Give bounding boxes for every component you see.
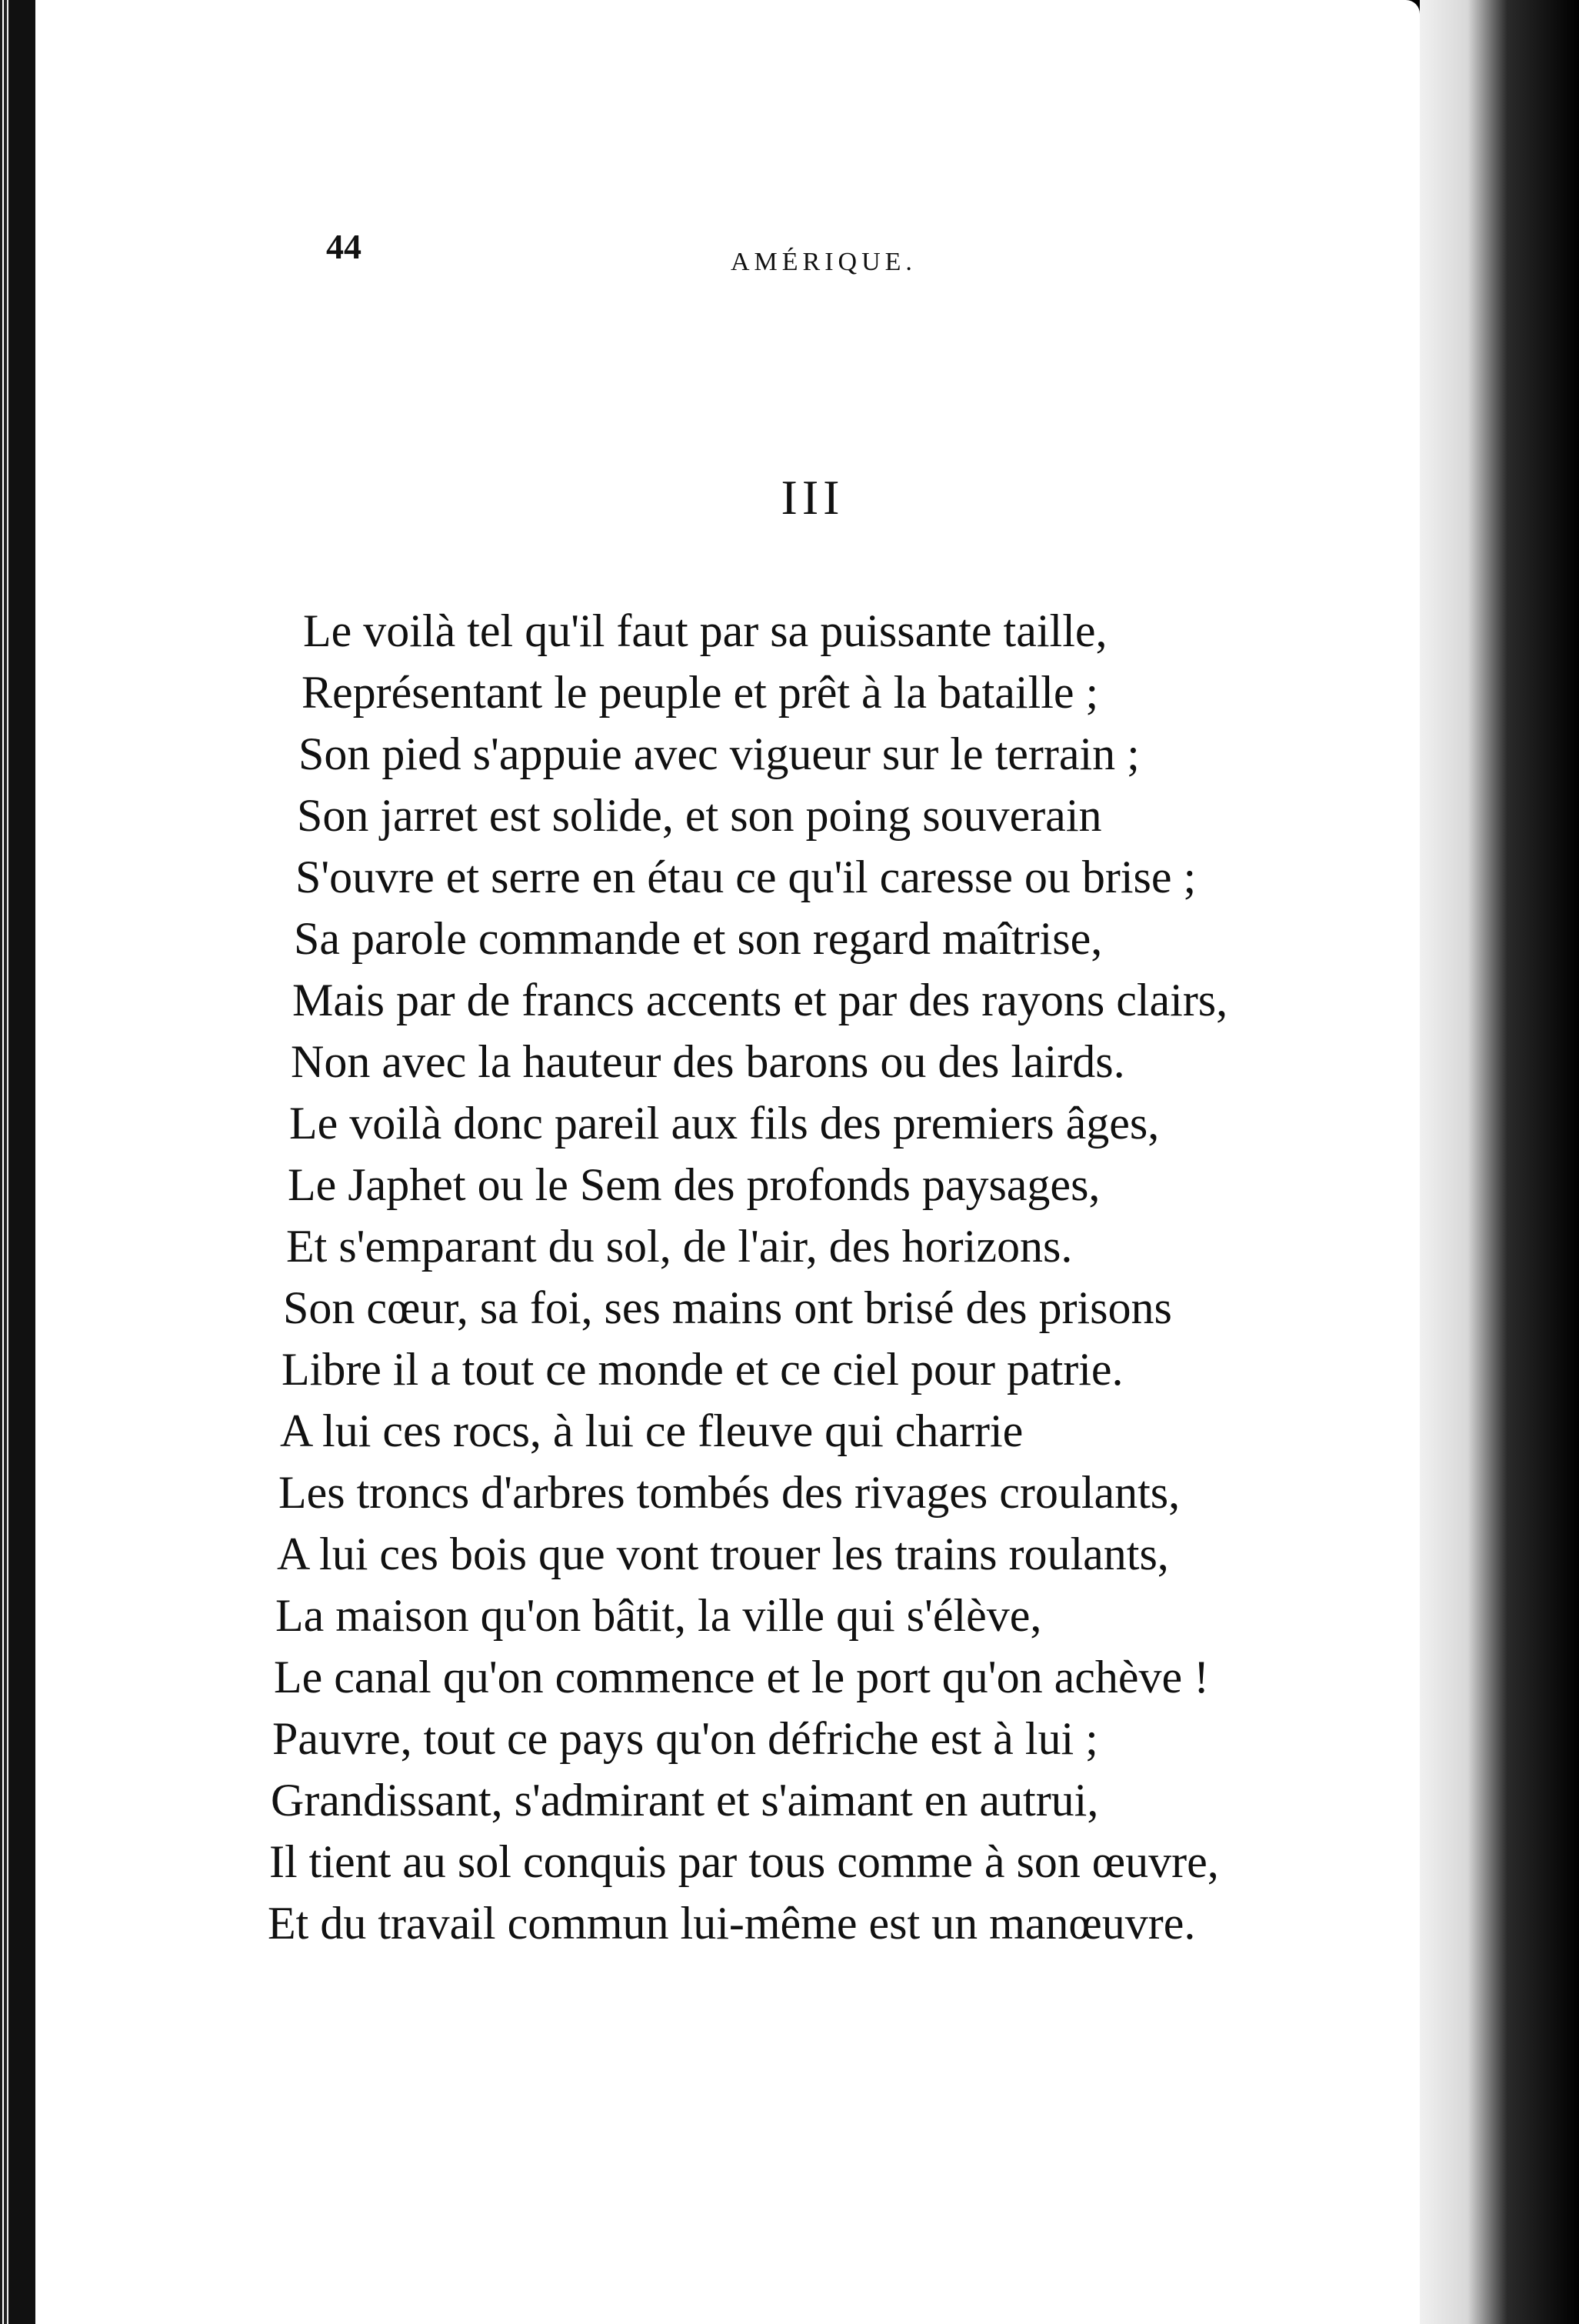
poem-line: Sa parole commande et son regard maîtrise, [294,913,1103,964]
poem-line: Son pied s'appuie avec vigueur sur le terrain ; [298,729,1140,779]
poem-line: Et s'emparant du sol, de l'air, des horizons. [286,1221,1073,1272]
poem-line: A lui ces rocs, à lui ce fleuve qui charrie [280,1405,1024,1456]
poem-line: Il tient au sol conquis par tous comme à son œuvre, [269,1836,1219,1887]
poem-line: S'ouvre et serre en étau ce qu'il caresse ou brise ; [295,852,1197,902]
section-heading: III [781,470,844,525]
poem-line: Le canal qu'on commence et le port qu'on achève ! [274,1652,1210,1702]
poem-line: Grandissant, s'admirant et s'aimant en autrui, [271,1775,1099,1826]
poem-line: La maison qu'on bâtit, la ville qui s'élève, [275,1590,1042,1641]
poem-line: Le voilà donc pareil aux fils des premiers âges, [289,1098,1160,1149]
poem-line: Libre il a tout ce monde et ce ciel pour patrie. [281,1344,1124,1395]
running-title: AMÉRIQUE. [731,248,917,276]
poem-body [262,600,1323,1954]
poem-line: Son cœur, sa foi, ses mains ont brisé des prisons [283,1282,1172,1333]
poem-line: A lui ces bois que vont trouer les trains roulants, [277,1529,1169,1579]
page-number: 44 [326,227,361,266]
poem-line: Non avec la hauteur des barons ou des lairds. [291,1036,1125,1087]
book-gutter-shadow [1420,0,1579,2324]
poem-line: Son jarret est solide, et son poing souverain [297,790,1102,841]
poem-line: Et du travail commun lui-même est un manœuvre. [268,1898,1196,1949]
poem-line: Pauvre, tout ce pays qu'on défriche est à lui ; [272,1713,1098,1764]
poem-line: Mais par de francs accents et par des rayons clairs, [292,975,1228,1025]
poem-line: Les troncs d'arbres tombés des rivages croulants, [278,1467,1181,1518]
poem-line: Représentant le peuple et prêt à la bataille ; [301,667,1099,718]
poem-line: Le Japhet ou le Sem des profonds paysages, [288,1159,1101,1210]
scan-left-edge [0,0,35,2324]
poem-line: Le voilà tel qu'il faut par sa puissante taille, [303,605,1108,656]
